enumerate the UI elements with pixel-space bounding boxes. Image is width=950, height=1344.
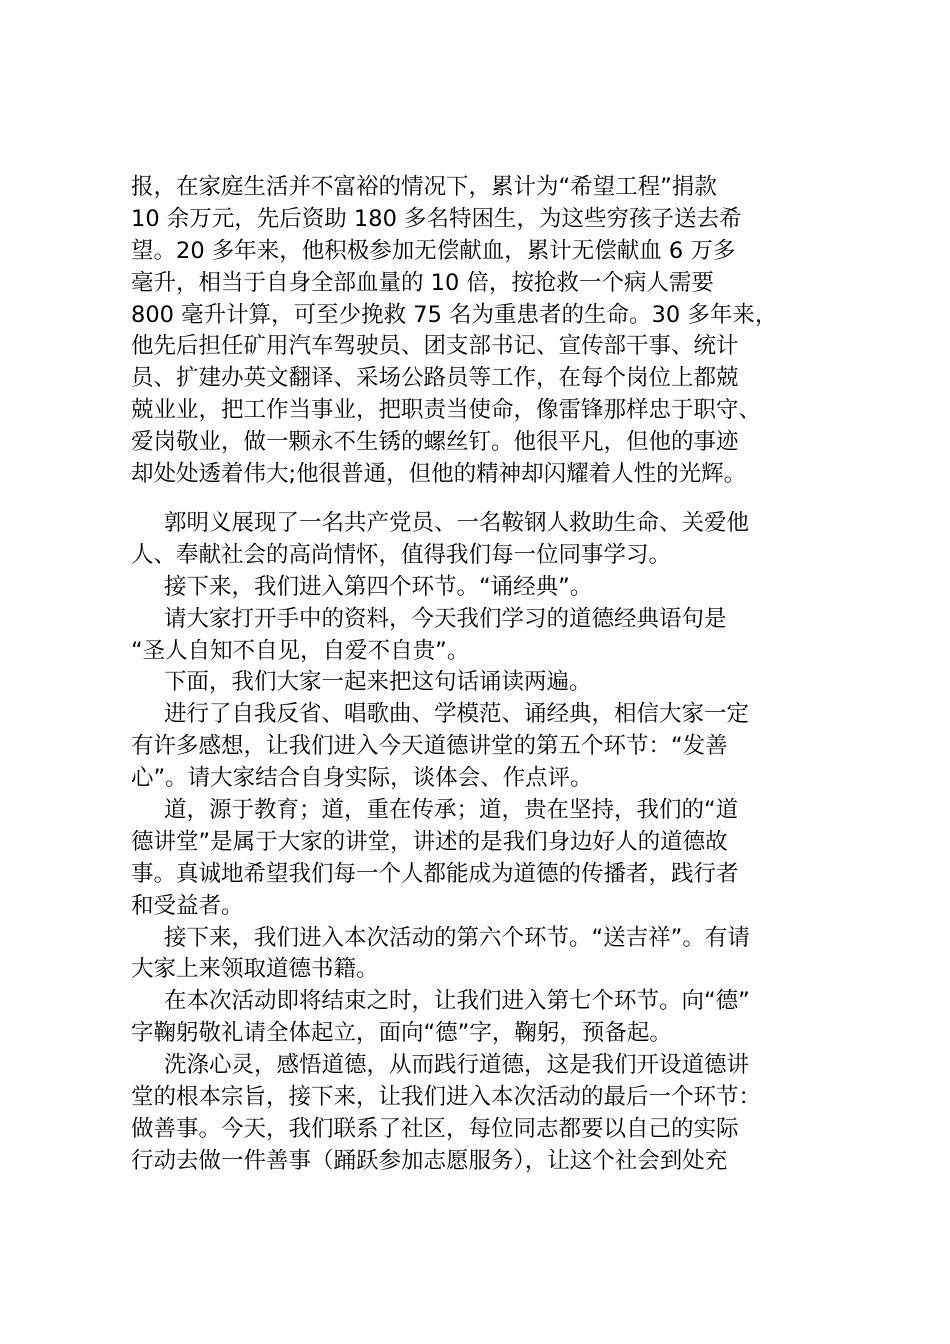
- text-line: 兢业业，把工作当事业，把职责当使命，像雷锋那样忠于职守、: [131, 397, 762, 424]
- paragraph-first-line: 接下来，我们进入第四个环节。“诵经典”。: [164, 573, 593, 600]
- paragraph-first-line: 下面，我们大家一起来把这句话诵读两遍。: [164, 669, 592, 696]
- paragraph-first-line: 请大家打开手中的资料，今天我们学习的道德经典语句是: [164, 605, 727, 632]
- text-line: 10 余万元，先后资助 180 多名特困生，为这些穷孩子送去希: [131, 205, 742, 232]
- text-line: 字鞠躬敬礼请全体起立，面向“德”字，鞠躬，预备起。: [131, 1020, 672, 1047]
- text-line: “圣人自知不自见，自爱不自贵”。: [131, 637, 470, 664]
- paragraph-first-line: 接下来，我们进入本次活动的第六个环节。“送吉祥”。有请: [164, 924, 750, 951]
- paragraph-first-line: 道，源于教育；道，重在传承；道，贵在坚持，我们的“道: [164, 797, 739, 824]
- text-line: 爱岗敬业，做一颗永不生锈的螺丝钉。他很平凡，但他的事迹: [131, 429, 739, 456]
- paragraph-ceremony-steps: [131, 508, 851, 1178]
- text-line: 做善事。今天，我们联系了社区，每位同志都要以自己的实际: [131, 1115, 739, 1142]
- paragraph-first-line: 在本次活动即将结束之时，让我们进入第七个环节。向“德”: [164, 988, 750, 1015]
- paragraph-first-line: 郭明义展现了一名共产党员、一名鞍钢人救助生命、关爱他: [164, 510, 750, 536]
- text-line: 行动去做一件善事（踊跃参加志愿服务），让这个社会到处充: [131, 1147, 728, 1174]
- text-line: 事。真诚地希望我们每一个人都能成为道德的传播者，践行者: [131, 860, 739, 887]
- text-line: 员、扩建办英文翻译、采场公路员等工作，在每个岗位上都兢: [131, 365, 739, 392]
- paragraph-first-line: 进行了自我反省、唱歌曲、学模范、诵经典，相信大家一定: [164, 701, 750, 728]
- text-line: 和受益者。: [131, 892, 244, 919]
- text-line: 堂的根本宗旨，接下来，让我们进入本次活动的最后一个环节：: [131, 1084, 762, 1111]
- text-line: 大家上来领取道德书籍。: [131, 956, 379, 983]
- text-line: 却处处透着伟大;他很普通，但他的精神却闪耀着人性的光辉。: [131, 461, 747, 488]
- text-line: 德讲堂”是属于大家的讲堂，讲述的是我们身边好人的道德故: [131, 828, 728, 855]
- text-line: 有许多感想，让我们进入今天道德讲堂的第五个环节：“发善: [131, 733, 728, 760]
- text-line: 望。20 多年来，他积极参加无偿献血，累计无偿献血 6 万多: [131, 237, 736, 264]
- text-line: 心”。请大家结合自身实际，谈体会、作点评。: [131, 765, 593, 792]
- text-line: 人、奉献社会的高尚情怀，值得我们每一位同事学习。: [131, 541, 672, 568]
- text-line: 800 毫升计算，可至少挽救 75 名为重患者的生命。30 多年来，: [131, 301, 778, 328]
- text-line: 毫升，相当于自身全部血量的 10 倍，按抢救一个病人需要: [131, 269, 714, 296]
- text-line: 报，在家庭生活并不富裕的情况下，累计为“希望工程”捐款: [131, 174, 717, 200]
- paragraph-first-line: 洗涤心灵，感悟道德，从而践行道德，这是我们开设道德讲: [164, 1052, 750, 1079]
- text-line: 他先后担任矿用汽车驾驶员、团支部书记、宣传部干事、统计: [131, 333, 739, 360]
- paragraph-guo-mingyi-deeds: [131, 172, 851, 491]
